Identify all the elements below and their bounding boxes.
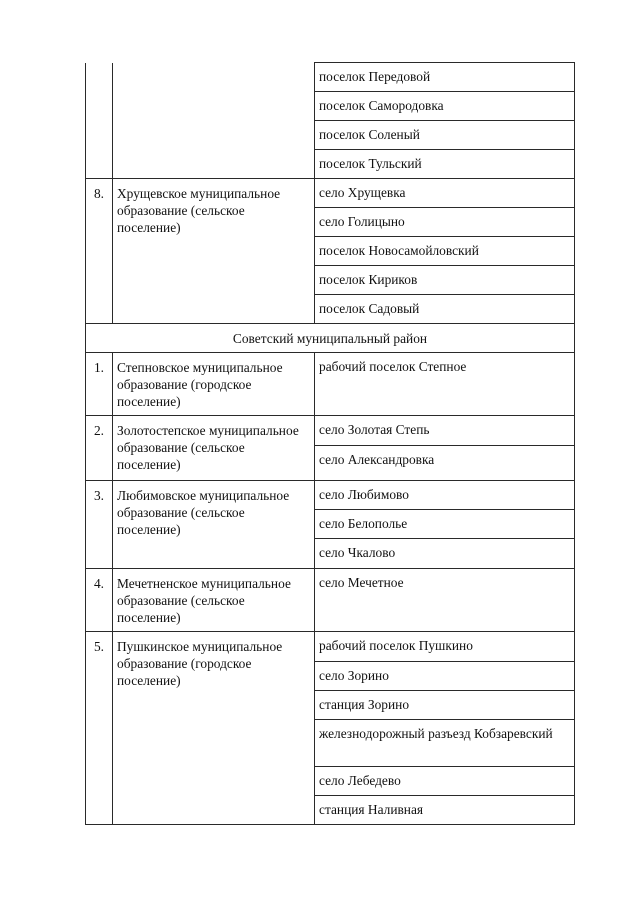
table-row [86, 632, 575, 662]
section-header-row [86, 324, 575, 353]
settlement-cell: железнодорожный разъезд Кобзаревский [315, 720, 575, 767]
settlements-table [85, 62, 575, 825]
settlement-cell: станция Зорино [315, 691, 575, 720]
settlement-cell: село Голицыно [315, 208, 575, 237]
row-number: 1. [86, 353, 113, 416]
municipality-name: Мечетненское муниципальное образование (сельское поселение) [113, 569, 315, 632]
district-header [86, 324, 575, 353]
row-number: 3. [86, 481, 113, 569]
settlement-cell: рабочий поселок Пушкино [315, 632, 575, 662]
row-number-cell [86, 63, 113, 179]
municipality-name: Степновское муниципальное образование (городское поселение) [113, 353, 315, 416]
municipality-name: Хрущевское муниципальное образование (сельское поселение) [113, 179, 315, 324]
table-row [86, 481, 575, 510]
row-number: 5. [86, 632, 113, 825]
settlement-cell: село Лебедево [315, 767, 575, 796]
municipality-name: Золотостепское муниципальное образование (сельское поселение) [113, 416, 315, 481]
settlement-cell: станция Наливная [315, 796, 575, 825]
table-row [86, 179, 575, 208]
settlement-cell: поселок Кириков [315, 266, 575, 295]
settlement-cell: село Хрущевка [315, 179, 575, 208]
row-number: 4. [86, 569, 113, 632]
row-number: 2. [86, 416, 113, 481]
settlement-cell: село Белополье [315, 510, 575, 539]
settlement-cell: село Мечетное [315, 569, 575, 632]
municipality-name: Пушкинское муниципальное образование (городское поселение) [113, 632, 315, 825]
district-title: Советский муниципальный район [232, 331, 428, 346]
settlement-cell: село Любимово [315, 481, 575, 510]
settlement-cell: поселок Тульский [315, 150, 575, 179]
table-row [86, 353, 575, 416]
settlement-cell: село Зорино [315, 662, 575, 691]
settlement-cell: село Золотая Степь [315, 416, 575, 446]
table-row [86, 416, 575, 446]
settlement-cell: поселок Самородовка [315, 92, 575, 121]
settlement-cell: поселок Соленый [315, 121, 575, 150]
table-row [86, 63, 575, 92]
settlement-cell: рабочий поселок Степное [315, 353, 575, 416]
settlement-cell: поселок Передовой [315, 63, 575, 92]
settlement-cell: село Чкалово [315, 539, 575, 569]
municipality-cell [113, 63, 315, 179]
settlement-cell: поселок Садовый [315, 295, 575, 324]
municipality-name: Любимовское муниципальное образование (сельское поселение) [113, 481, 315, 569]
settlement-cell: поселок Новосамойловский [315, 237, 575, 266]
table-row [86, 569, 575, 632]
row-number: 8. [86, 179, 113, 324]
settlement-cell: село Александровка [315, 446, 575, 481]
